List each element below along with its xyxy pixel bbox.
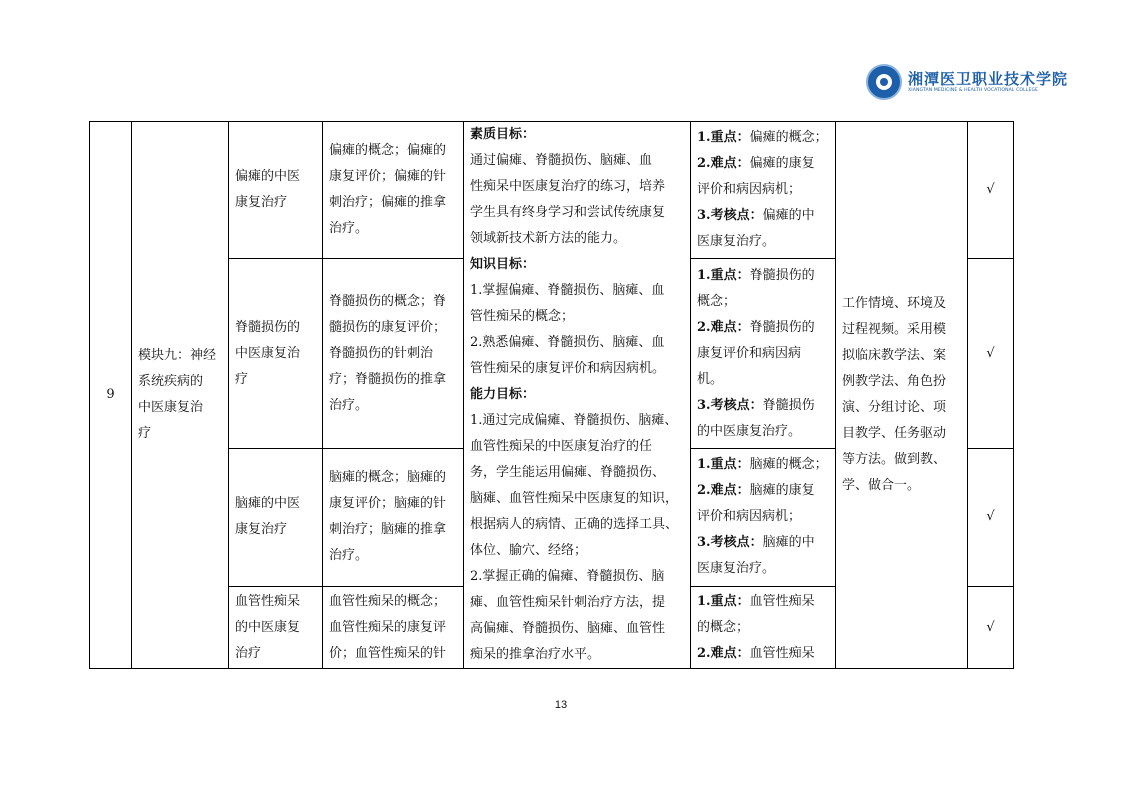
goal-heading: 能力目标： <box>470 387 536 402</box>
module-line: 系统疾病的 <box>138 374 204 389</box>
module-line: 中医康复治 <box>138 400 204 415</box>
goal-line: 1.通过完成偏瘫、脊髓损伤、脑瘫、 <box>470 413 678 428</box>
task-name <box>229 122 323 259</box>
method-line: 拟临床教学法、案 <box>842 348 947 363</box>
task-name-line: 疗 <box>235 371 249 387</box>
key-point-label: 1.重点： <box>697 457 750 473</box>
task-content-line: 血管性痴呆的概念； <box>329 593 447 609</box>
key-point-line <box>697 589 829 615</box>
key-point-text: 血管性痴呆 <box>749 645 815 661</box>
key-point-text: 康复评价和病因病 <box>697 345 802 361</box>
goal-line: 体位、腧穴、经络； <box>470 543 588 558</box>
task-name-line: 脑瘫的中医 <box>235 496 301 512</box>
learning-goals <box>464 122 691 669</box>
task-content-line: 刺治疗；偏瘫的推拿 <box>329 195 447 211</box>
key-point-text: 偏瘫的中 <box>762 208 815 224</box>
method-line: 过程视频。采用模 <box>842 322 947 337</box>
task-name <box>229 259 323 449</box>
key-point-line <box>697 504 829 530</box>
table-row <box>90 122 1014 259</box>
goal-line: 领域新技术新方法的能力。 <box>470 231 627 246</box>
method-line: 学、做合一。 <box>842 478 921 493</box>
goal-line: 1.掌握偏瘫、脊髓损伤、脑瘫、血 <box>470 283 665 298</box>
task-name <box>229 587 323 669</box>
task-content-line: 脊髓损伤的概念；脊 <box>329 293 447 309</box>
key-point-label: 2.难点： <box>697 156 750 172</box>
key-point-label: 3.考核点： <box>697 208 763 224</box>
key-point-line <box>697 419 829 445</box>
task-name-line: 偏瘫的中医 <box>235 169 301 185</box>
task-content <box>323 259 464 449</box>
task-content-line: 治疗。 <box>329 397 369 413</box>
goal-line: 学生具有终身学习和尝试传统康复 <box>470 205 666 220</box>
key-point-line <box>697 203 829 229</box>
task-content-line: 髓损伤的康复评价； <box>329 319 447 335</box>
key-point-line <box>697 315 829 341</box>
page-number: 13 <box>554 699 568 711</box>
goal-line: 通过偏瘫、脊髓损伤、脑瘫、血 <box>470 153 653 168</box>
goal-line: 高偏瘫、脊髓损伤、脑瘫、血管性 <box>470 621 666 636</box>
key-point-line <box>697 452 829 478</box>
key-point-label: 1.重点： <box>697 593 750 609</box>
key-point-line <box>697 556 829 582</box>
key-point-line <box>697 641 829 667</box>
module-line: 疗 <box>138 426 152 441</box>
key-point-text: 血管性痴呆 <box>749 593 815 609</box>
key-point-line <box>697 478 829 504</box>
key-point-line <box>697 229 829 255</box>
course-table <box>89 121 1014 669</box>
check-mark: √ <box>968 448 1014 586</box>
task-name-line: 血管性痴呆 <box>235 593 301 609</box>
key-point-text: 脑瘫的中 <box>762 535 815 551</box>
method-line: 例教学法、角色扮 <box>842 374 947 389</box>
task-content-line: 刺治疗；脑瘫的推拿 <box>329 522 447 538</box>
key-point-text: 的概念； <box>697 619 750 635</box>
college-emblem-icon <box>866 64 902 100</box>
check-mark: √ <box>968 587 1014 669</box>
key-point-text: 概念； <box>697 293 737 309</box>
task-content-line: 偏瘫的概念；偏瘫的 <box>329 143 447 159</box>
key-point-text: 脊髓损伤 <box>762 397 815 413</box>
key-point-text: 医康复治疗。 <box>697 234 776 250</box>
task-name <box>229 448 323 586</box>
key-point-line <box>697 151 829 177</box>
goal-line: 2.熟悉偏瘫、脊髓损伤、脑瘫、血 <box>470 335 665 350</box>
goal-line: 管性痴呆的概念； <box>470 309 575 324</box>
module-line: 模块九：神经 <box>138 348 217 363</box>
goal-line: 性痴呆中医康复治疗的练习，培养 <box>470 179 666 194</box>
key-point-line <box>697 341 829 367</box>
key-point-label: 2.难点： <box>697 483 750 499</box>
key-point-text: 机。 <box>697 371 724 387</box>
task-name-line: 中医康复治 <box>235 345 301 361</box>
check-mark: √ <box>968 122 1014 259</box>
key-point-text: 脊髓损伤的 <box>749 319 815 335</box>
key-point-label: 1.重点： <box>697 267 750 283</box>
task-name-line: 的中医康复 <box>235 619 301 635</box>
key-point-text: 医康复治疗。 <box>697 561 776 577</box>
key-point-text: 偏瘫的康复 <box>749 156 815 172</box>
key-point-line <box>697 289 829 315</box>
goal-heading: 知识目标： <box>470 257 536 272</box>
teaching-methods <box>836 122 968 669</box>
key-point-text: 脑瘫的概念； <box>749 457 828 473</box>
key-point-text: 脊髓损伤的 <box>749 267 815 283</box>
task-content-line: 价；血管性痴呆的针 <box>329 645 447 661</box>
task-content-line: 脑瘫的概念；脑瘫的 <box>329 470 447 486</box>
task-content-line: 治疗。 <box>329 221 369 237</box>
method-line: 等方法。做到教、 <box>842 452 947 467</box>
key-point-line <box>697 125 829 151</box>
key-point-line <box>697 367 829 393</box>
task-content-line: 康复评价；偏瘫的针 <box>329 169 447 185</box>
task-content <box>323 587 464 669</box>
key-point-text: 评价和病因病机； <box>697 509 802 525</box>
check-mark: √ <box>968 259 1014 449</box>
key-point-label: 3.考核点： <box>697 397 763 413</box>
key-point-line <box>697 177 829 203</box>
goal-line: 脑瘫、血管性痴呆中医康复的知识， <box>470 491 679 506</box>
key-point-line <box>697 615 829 641</box>
row-number: 9 <box>90 122 132 669</box>
goal-line: 痴呆的推拿治疗水平。 <box>470 647 601 662</box>
module-name <box>132 122 229 669</box>
college-name-en: XIANGTAN MEDICINE & HEALTH VOCATIONAL COLLEGE <box>908 88 1039 93</box>
task-content-line: 治疗。 <box>329 548 369 564</box>
college-logo <box>866 64 1069 104</box>
goal-line: 管性痴呆的康复评价和病因病机。 <box>470 361 666 376</box>
college-name: 湘潭医卫职业技术学院 <box>908 70 1069 88</box>
key-point-text: 评价和病因病机； <box>697 182 802 198</box>
goal-line: 2.掌握正确的偏瘫、脊髓损伤、脑 <box>470 569 665 584</box>
key-point-line <box>697 393 829 419</box>
method-line: 演、分组讨论、项 <box>842 400 947 415</box>
key-points <box>691 448 836 586</box>
key-points <box>691 259 836 449</box>
task-content-line: 康复评价；脑瘫的针 <box>329 496 447 512</box>
goal-heading: 素质目标： <box>470 127 536 142</box>
key-point-label: 2.难点： <box>697 645 750 661</box>
key-point-line <box>697 530 829 556</box>
key-point-label: 1.重点： <box>697 130 750 146</box>
key-point-text: 脑瘫的康复 <box>749 483 815 499</box>
key-points <box>691 122 836 259</box>
task-content <box>323 448 464 586</box>
key-points <box>691 587 836 669</box>
task-name-line: 康复治疗 <box>235 195 288 211</box>
method-line: 目教学、任务驱动 <box>842 426 947 441</box>
goal-line: 瘫、血管性痴呆针刺治疗方法，提 <box>470 595 666 610</box>
key-point-label: 3.考核点： <box>697 535 763 551</box>
key-point-line <box>697 263 829 289</box>
key-point-text: 偏瘫的概念； <box>749 130 828 146</box>
task-content-line: 血管性痴呆的康复评 <box>329 619 447 635</box>
task-content-line: 疗；脊髓损伤的推拿 <box>329 371 447 387</box>
key-point-text: 的中医康复治疗。 <box>697 423 802 439</box>
goal-line: 根据病人的病情、正确的选择工具、 <box>470 517 679 532</box>
method-line: 工作情境、环境及 <box>842 296 947 311</box>
task-name-line: 治疗 <box>235 645 262 661</box>
key-point-label: 2.难点： <box>697 319 750 335</box>
task-content-line: 脊髓损伤的针刺治 <box>329 345 434 361</box>
task-name-line: 脊髓损伤的 <box>235 319 301 335</box>
task-content <box>323 122 464 259</box>
goal-line: 血管性痴呆的中医康复治疗的任 <box>470 439 653 454</box>
goal-line: 务，学生能运用偏瘫、脊髓损伤、 <box>470 465 666 480</box>
task-name-line: 康复治疗 <box>235 522 288 538</box>
